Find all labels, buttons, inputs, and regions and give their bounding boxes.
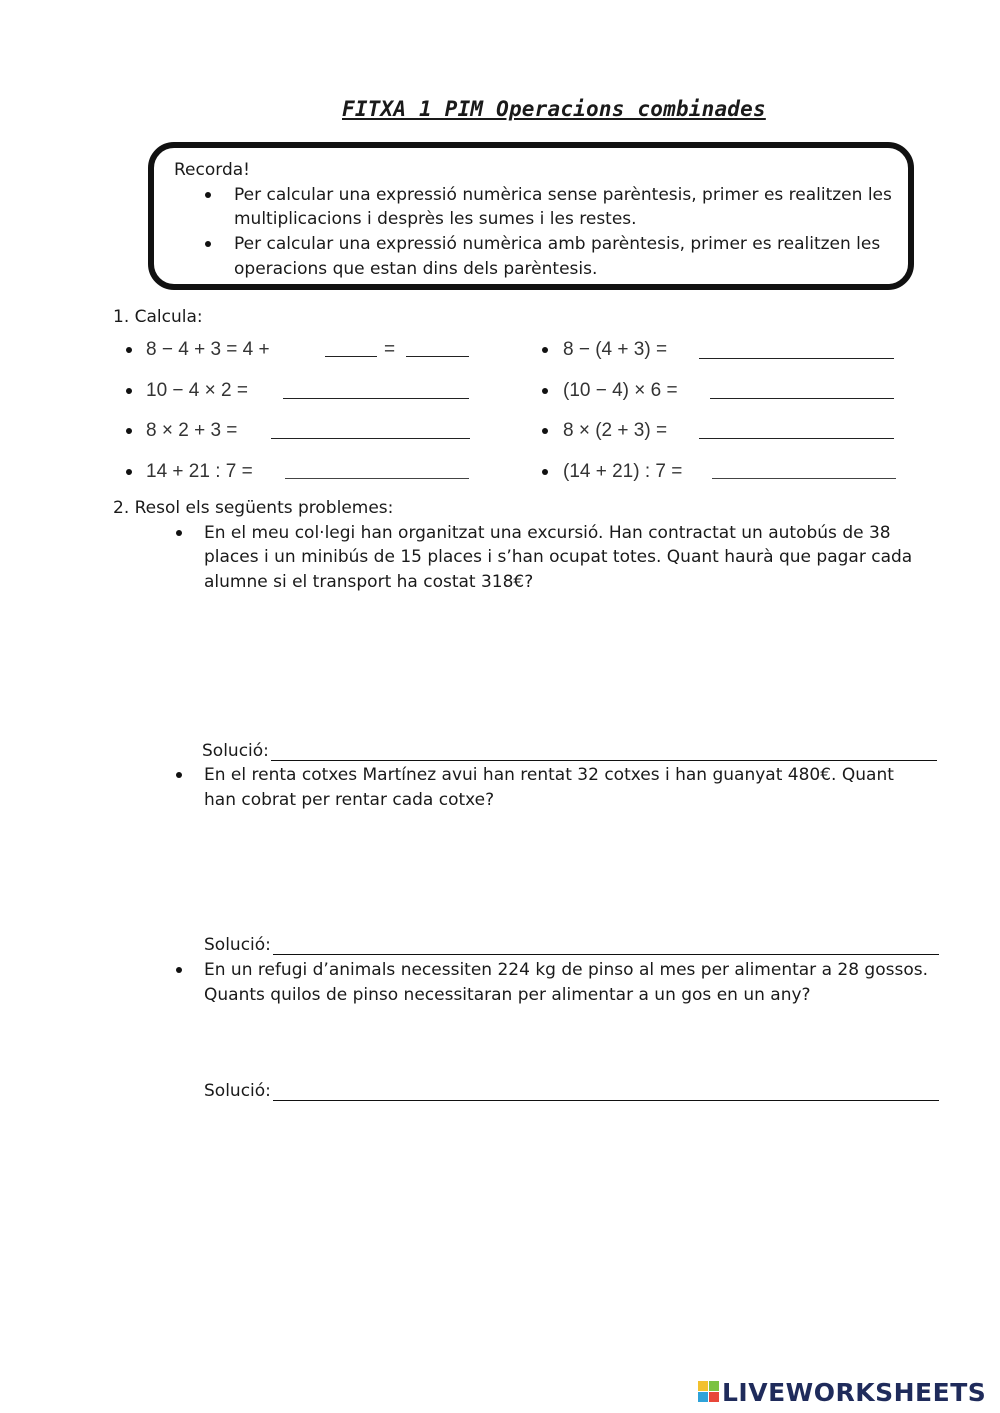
exercise-1-label: 1. Calcula: bbox=[113, 307, 203, 327]
bullet-icon bbox=[205, 192, 211, 198]
solution-label: Solució: bbox=[204, 1081, 271, 1101]
answer-blank[interactable] bbox=[325, 356, 377, 357]
bullet-icon bbox=[176, 772, 182, 778]
bullet-icon bbox=[126, 428, 132, 434]
problem-1-line-1: En el meu col·legi han organitzat una excursió. Han contractat un autobús de 38 bbox=[204, 523, 891, 543]
bullet-icon bbox=[126, 388, 132, 394]
expression-left-4: 14 + 21 : 7 = bbox=[146, 461, 253, 482]
expression-right-2: (10 − 4) × 6 = bbox=[563, 380, 678, 401]
answer-blank[interactable] bbox=[712, 478, 896, 479]
equals-sign: = bbox=[384, 339, 396, 360]
bullet-icon bbox=[176, 967, 182, 973]
expression-left-1: 8 − 4 + 3 = 4 + bbox=[146, 339, 270, 360]
answer-blank[interactable] bbox=[710, 398, 894, 399]
reminder-rule-2-line-2: operacions que estan dins dels parèntesis. bbox=[234, 259, 598, 279]
expression-right-4: (14 + 21) : 7 = bbox=[563, 461, 683, 482]
reminder-heading: Recorda! bbox=[174, 160, 250, 180]
problem-2-line-1: En el renta cotxes Martínez avui han rentat 32 cotxes i han guanyat 480€. Quant bbox=[204, 765, 894, 785]
problem-3-line-1: En un refugi d’animals necessiten 224 kg de pinso al mes per alimentar a 28 gossos. bbox=[204, 960, 928, 980]
solution-line-2[interactable] bbox=[273, 954, 939, 955]
answer-blank[interactable] bbox=[406, 356, 469, 357]
bullet-icon bbox=[542, 469, 548, 475]
reminder-rule-1-line-1: Per calcular una expressió numèrica sense parèntesis, primer es realitzen les bbox=[234, 185, 892, 205]
reminder-rule-1-line-2: multiplicacions i desprès les sumes i les restes. bbox=[234, 209, 637, 229]
bullet-icon bbox=[176, 530, 182, 536]
bullet-icon bbox=[542, 347, 548, 353]
bullet-icon bbox=[126, 469, 132, 475]
answer-blank[interactable] bbox=[271, 438, 470, 439]
solution-label: Solució: bbox=[202, 741, 269, 761]
expression-right-3: 8 × (2 + 3) = bbox=[563, 420, 668, 441]
bullet-icon bbox=[542, 388, 548, 394]
answer-blank[interactable] bbox=[699, 358, 894, 359]
exercise-2-label: 2. Resol els següents problemes: bbox=[113, 498, 394, 518]
page-title: FITXA 1 PIM Operacions combinades bbox=[342, 97, 766, 121]
problem-2-line-2: han cobrat per rentar cada cotxe? bbox=[204, 790, 495, 810]
solution-line-3[interactable] bbox=[273, 1100, 939, 1101]
solution-label: Solució: bbox=[204, 935, 271, 955]
bullet-icon bbox=[542, 428, 548, 434]
expression-left-2: 10 − 4 × 2 = bbox=[146, 380, 248, 401]
bullet-icon bbox=[205, 241, 211, 247]
problem-3-line-2: Quants quilos de pinso necessitaran per alimentar a un gos en un any? bbox=[204, 985, 811, 1005]
brand-logo-text: LIVEWORKSHEETS bbox=[722, 1378, 987, 1407]
answer-blank[interactable] bbox=[699, 438, 894, 439]
liveworksheets-logo-icon bbox=[698, 1381, 720, 1403]
reminder-rule-2-line-1: Per calcular una expressió numèrica amb parèntesis, primer es realitzen les bbox=[234, 234, 881, 254]
solution-line-1[interactable] bbox=[271, 760, 937, 761]
problem-1-line-3: alumne si el transport ha costat 318€? bbox=[204, 572, 534, 592]
problem-1-line-2: places i un minibús de 15 places i s’han ocupat totes. Quant haurà que pagar cada bbox=[204, 547, 913, 567]
expression-right-1: 8 − (4 + 3) = bbox=[563, 339, 668, 360]
bullet-icon bbox=[126, 347, 132, 353]
expression-left-3: 8 × 2 + 3 = bbox=[146, 420, 238, 441]
answer-blank[interactable] bbox=[285, 478, 469, 479]
answer-blank[interactable] bbox=[283, 398, 469, 399]
